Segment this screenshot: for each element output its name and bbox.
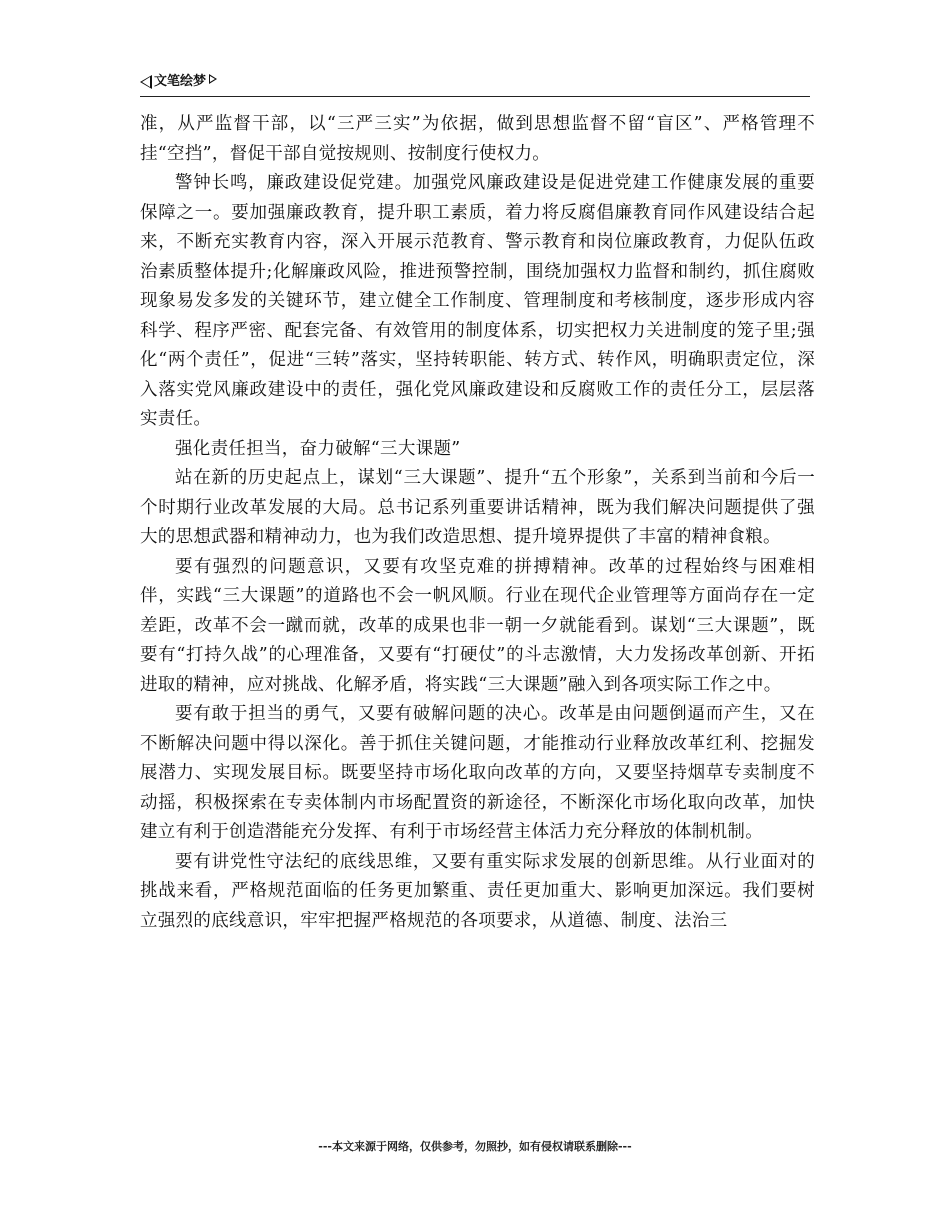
paragraph: 要有强烈的问题意识，又要有攻坚克难的拼搏精神。改革的过程始终与困难相伴，实践“三大课题”的道路也不会一帆风顺。行业在现代企业管理等方面尚存在一定差距，改革不会一蹴而就，改革的成果也非一朝一夕就能看到。谋划“三大课题”，既要有“打持久战”的心理准备，又要有“打硬仗”的斗志激情，大力发扬改革创新、开拓进取的精神，应对挑战、化解矛盾，将实践“三大课题”融入到各项实际工作之中。 bbox=[140, 556, 815, 695]
paragraph: 站在新的历史起点上，谋划“三大课题”、提升“五个形象”，关系到当前和今后一个时期行业改革发展的大局。总书记系列重要讲话精神，既为我们解决问题提供了强大的思想武器和精神动力，也为我们改造思想、提升境界提供了丰富的精神食粮。 bbox=[140, 468, 815, 547]
brand-name: 文笔绘梦 bbox=[154, 74, 207, 89]
paragraph: 要有讲党性守法纪的底线思维，又要有重实际求发展的创新思维。从行业面对的挑战来看，严格规范面临的任务更加繁重、责任更加重大、影响更加深远。我们要树立强烈的底线意识，牢牢把握严格规范的各项要求，从道德、制度、法治三 bbox=[140, 851, 815, 931]
paragraph: 要有敢于担当的勇气，又要有破解问题的决心。改革是由问题倒逼而产生，又在不断解决问题中得以深化。善于抓住关键问题，才能推动行业释放改革红利、挖掘发展潜力、实现发展目标。既要坚持市场化取向改革的方向，又要坚持烟草专卖制度不动摇，积极探索在专卖体制内市场配置资的新途径，不断深化市场化取向改革，加快建立有利于创造潜能充分发挥、有利于市场经营主体活力充分释放的体制机制。 bbox=[140, 704, 815, 842]
section-heading: 强化责任担当，奋力破解“三大课题” bbox=[175, 438, 461, 459]
page-header bbox=[140, 70, 810, 97]
page-footer-disclaimer: ---本文来源于网络，仅供参考，勿照抄，如有侵权请联系删除--- bbox=[318, 1140, 632, 1153]
triangle-right-icon bbox=[209, 74, 217, 84]
document-body bbox=[140, 110, 815, 936]
triangle-left-icon bbox=[140, 75, 152, 89]
paragraph-continued: 准，从严监督干部，以“三严三实”为依据，做到思想监督不留“盲区”、严格管理不挂“空挡”，督促干部自觉按规则、按制度行使权力。 bbox=[140, 114, 815, 164]
paragraph: 警钟长鸣，廉政建设促党建。加强党风廉政建设是促进党建工作健康发展的重要保障之一。要加强廉政教育，提升职工素质，着力将反腐倡廉教育同作风建设结合起来，不断充实教育内容，深入开展示范教育、警示教育和岗位廉政教育，力促队伍政治素质整体提升;化解廉政风险，推进预警控制，围绕加强权力监督和制约，抓住腐败现象易发多发的关键环节，建立健全工作制度、管理制度和考核制度，逐步形成内容科学、程序严密、配套完备、有效管用的制度体系，切实把权力关进制度的笼子里;强化“两个责任”，促进“三转”落实，坚持转职能、转方式、转作风，明确职责定位，深入落实党风廉政建设中的责任，强化党风廉政建设和反腐败工作的责任分工，层层落实责任。 bbox=[140, 173, 815, 429]
brand-logo bbox=[140, 74, 217, 90]
